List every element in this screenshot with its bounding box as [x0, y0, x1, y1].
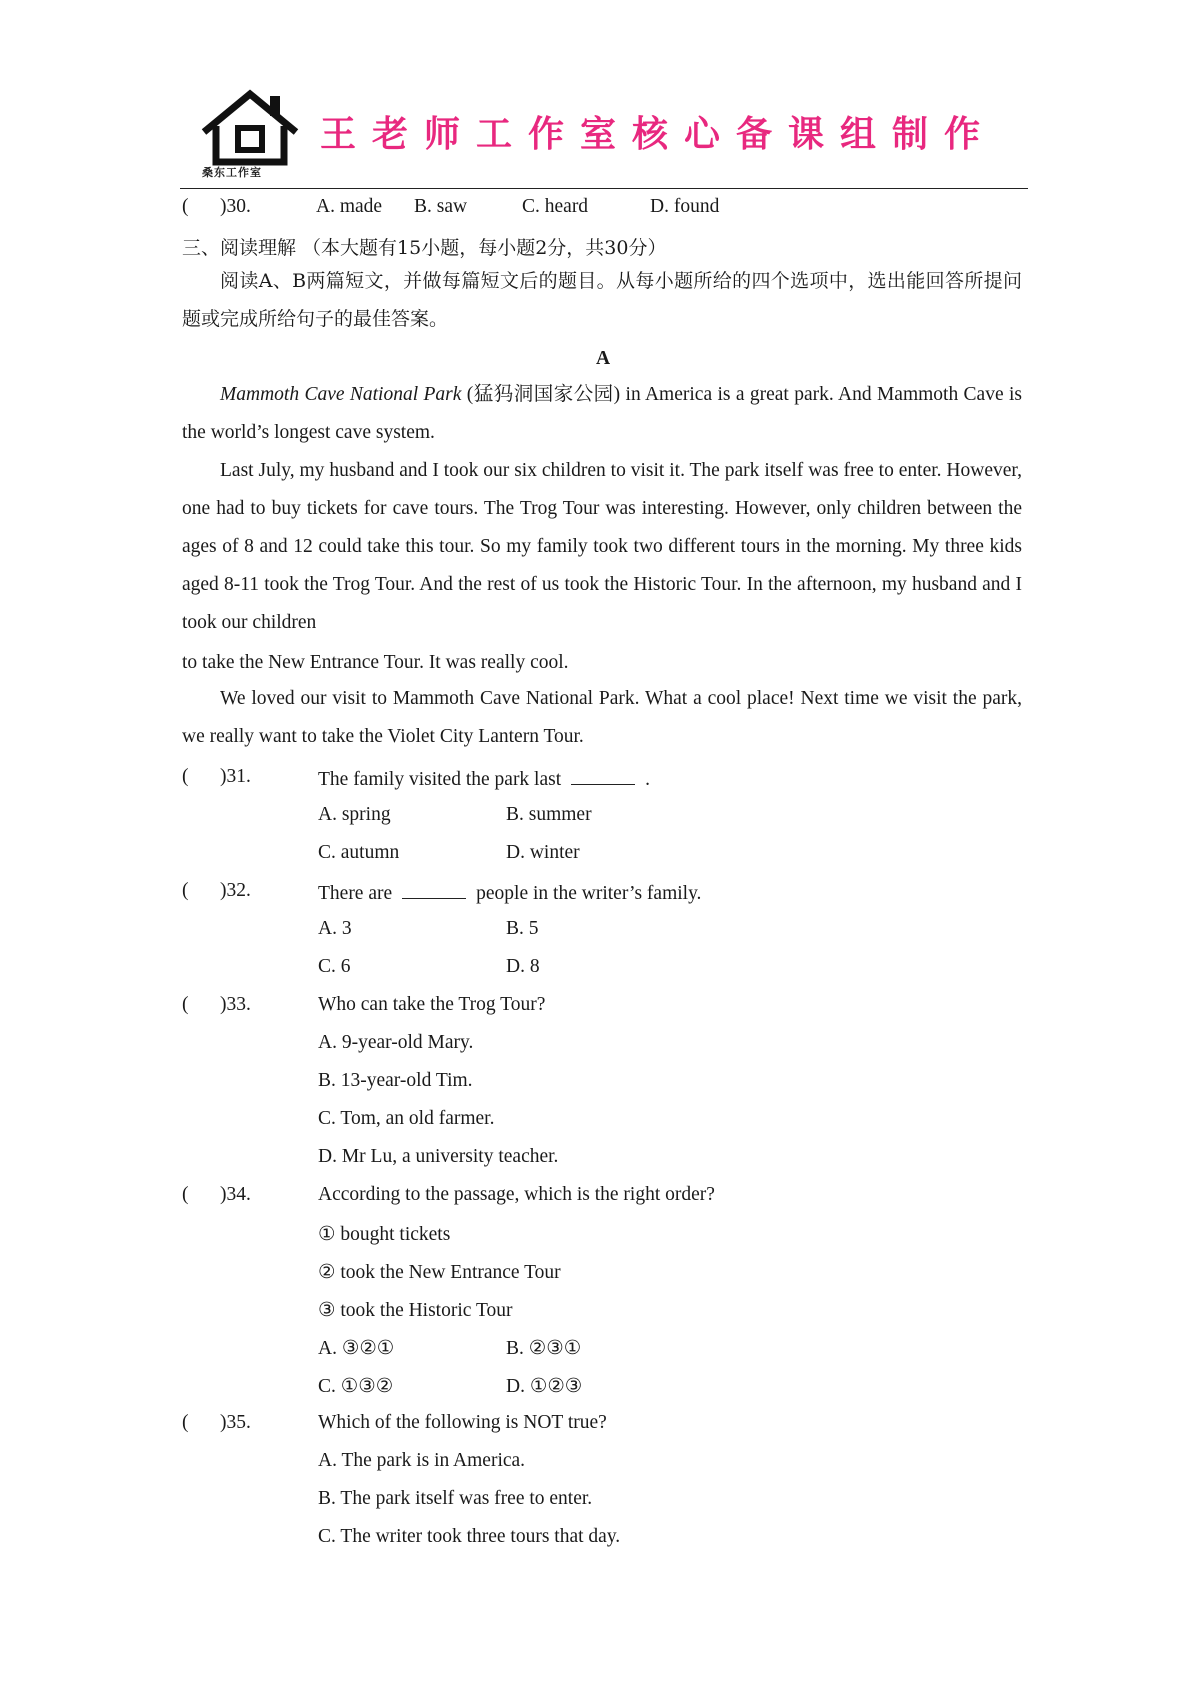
option-a: A. ③②①: [318, 1338, 395, 1359]
option-c: C. autumn: [318, 842, 400, 863]
question-number: )32.: [220, 880, 251, 901]
option-b: B. saw: [414, 196, 468, 217]
question-stem: [318, 880, 701, 905]
sequence-item: ① bought tickets: [318, 1224, 451, 1245]
paragraph-1-text: (猛犸洞国家公园) in America is a great park. And Mammoth Cave is the world’s longest cave system.: [182, 384, 1022, 443]
option-d: D. 8: [506, 956, 540, 977]
logo-caption: 桑东工作室: [202, 166, 262, 179]
section-instructions: 阅读A、B两篇短文，并做每篇短文后的题目。从每小题所给的四个选项中，选出能回答所提问题或完成所给句子的最佳答案。: [182, 270, 1022, 330]
option-a: A. The park is in America.: [318, 1450, 526, 1471]
option-a: A. made: [316, 196, 383, 217]
option-b: B. summer: [506, 804, 592, 825]
stem-text: The family visited the park last: [318, 769, 562, 790]
stem-text: There are: [318, 883, 393, 904]
section-title: 三、阅读理解 （本大题有15小题，每小题2分，共30分）: [182, 237, 667, 259]
answer-paren: (: [182, 1412, 189, 1433]
answer-paren: (: [182, 880, 189, 901]
stem-text: people in the writer’s family.: [476, 883, 702, 904]
option-b: B. 13-year-old Tim.: [318, 1070, 473, 1091]
question-stem: Which of the following is NOT true?: [318, 1412, 607, 1433]
option-a: A. spring: [318, 804, 391, 825]
sequence-item: ③ took the Historic Tour: [318, 1300, 513, 1321]
question-number: )35.: [220, 1412, 251, 1433]
answer-paren: (: [182, 196, 189, 217]
stem-text: .: [645, 769, 651, 790]
passage-paragraph-2: Last July, my husband and I took our six children to visit it. The park itself was free to enter. However, one had to buy tickets for cave tours. The Trog Tour was interesting. However, only children between the ages of 8 and 12 could take this tour. So my family took two different tours in the morning. My three kids aged 8-11 took the Trog Tour. And the rest of us took the Historic Tour. In the afternoon, my husband and I took our children: [182, 460, 1022, 633]
passage-paragraph-2-tail: to take the New Entrance Tour. It was really cool.: [182, 652, 569, 673]
answer-paren: (: [182, 1184, 189, 1205]
option-b: B. The park itself was free to enter.: [318, 1488, 593, 1509]
option-d: D. winter: [506, 842, 580, 863]
question-stem: Who can take the Trog Tour?: [318, 994, 546, 1015]
option-c: C. 6: [318, 956, 351, 977]
answer-paren: (: [182, 766, 189, 787]
option-d: D. ①②③: [506, 1376, 583, 1397]
option-d: D. found: [650, 196, 720, 217]
option-c: C. Tom, an old farmer.: [318, 1108, 495, 1129]
option-c: C. ①③②: [318, 1376, 394, 1397]
header-banner: 王老师工作室核心备课组制作: [320, 114, 997, 155]
option-c: C. heard: [522, 196, 589, 217]
passage-heading: A: [596, 348, 611, 369]
page-header: [180, 82, 1028, 188]
option-b: B. 5: [506, 918, 539, 939]
question-number: )33.: [220, 994, 251, 1015]
answer-blank: [571, 766, 635, 785]
option-a: A. 3: [318, 918, 352, 939]
question-stem: According to the passage, which is the right order?: [318, 1184, 715, 1205]
question-number: )34.: [220, 1184, 251, 1205]
option-b: B. ②③①: [506, 1338, 582, 1359]
passage-paragraph-3: We loved our visit to Mammoth Cave National Park. What a cool place! Next time we visit the park, we really want to take the Violet City Lantern Tour.: [182, 688, 1022, 747]
question-number: )30.: [220, 196, 251, 217]
answer-blank: [402, 880, 466, 899]
question-number: )31.: [220, 766, 251, 787]
header-divider: [180, 188, 1028, 189]
option-d: D. Mr Lu, a university teacher.: [318, 1146, 559, 1167]
answer-paren: (: [182, 994, 189, 1015]
option-a: A. 9-year-old Mary.: [318, 1032, 474, 1053]
park-name: Mammoth Cave National Park: [220, 384, 462, 405]
question-stem: [318, 766, 650, 791]
option-c: C. The writer took three tours that day.: [318, 1526, 621, 1547]
sequence-item: ② took the New Entrance Tour: [318, 1262, 561, 1283]
passage-paragraph-1: [182, 376, 1022, 452]
